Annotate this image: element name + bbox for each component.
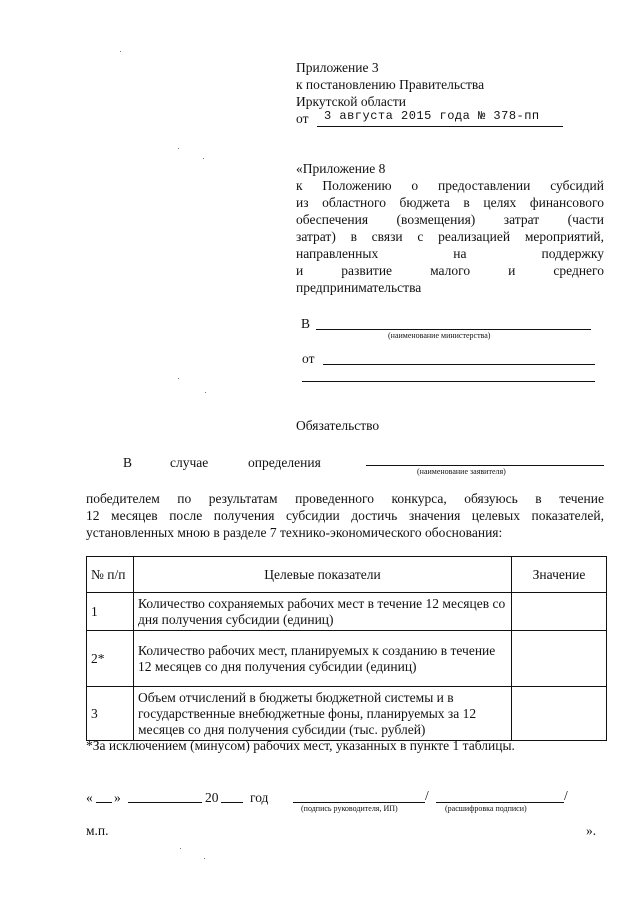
appendix8-line-1: к Положению о предоставлении субсидий <box>296 178 604 193</box>
intro-word-2: случае <box>170 455 209 470</box>
footnote: *За исключением (минусом) рабочих мест, указанных в пункте 1 таблицы. <box>86 738 515 753</box>
body-line-3: установленных мною в разделе 7 технико-экономического обоснования: <box>86 525 503 540</box>
appendix-number: Приложение 3 <box>296 60 379 75</box>
to-label: В <box>301 316 311 331</box>
from-label: от <box>302 351 315 366</box>
appendix-resolution: к постановлению Правительства <box>296 77 485 92</box>
close-quote: » <box>114 790 121 805</box>
scan-speck <box>178 148 179 149</box>
scan-speck <box>178 378 179 379</box>
closing-quote: ». <box>586 823 597 838</box>
scan-speck <box>204 858 205 859</box>
row-num: 1 <box>87 593 134 631</box>
open-quote: « <box>86 790 93 805</box>
body-line-2: 12 месяцев после получения субсидии достичь значения целевых показателей, <box>86 508 604 523</box>
appendix8-line-5: направленных на поддержку <box>296 246 604 261</box>
table-row <box>87 593 607 631</box>
table-row <box>87 631 607 687</box>
scan-speck <box>203 158 204 159</box>
row-num: 2* <box>87 631 134 687</box>
intro-word-3: определения <box>248 455 321 470</box>
appendix8-line-4: затрат) в связи с реализацией мероприятий, <box>296 229 604 244</box>
ministry-hint: (наименование министерства) <box>388 331 491 340</box>
head-signature-hint: (подпись руководителя, ИП) <box>301 804 398 813</box>
header-num: № п/п <box>87 557 134 593</box>
appendix-from-label: от <box>296 111 309 126</box>
row-value-cell[interactable] <box>512 687 607 741</box>
row-indicator: Количество рабочих мест, планируемых к созданию в течение 12 месяцев со дня получения субсидии (единиц) <box>134 631 512 687</box>
month-field-line[interactable] <box>128 802 202 803</box>
slash-1: / <box>425 788 429 803</box>
year-field-line[interactable] <box>221 802 243 803</box>
appendix-region: Иркутской области <box>296 94 407 109</box>
appendix8-title: «Приложение 8 <box>296 161 386 176</box>
appendix8-line-3: обеспечения (возмещения) затрат (части <box>296 212 604 227</box>
obligation-title: Обязательство <box>296 418 380 433</box>
row-num: 3 <box>87 687 134 741</box>
row-indicator: Количество сохраняемых рабочих мест в течение 12 месяцев со дня получения субсидии (единиц) <box>134 593 512 631</box>
appendix8-line-6: и развитие малого и среднего <box>296 263 604 278</box>
applicant-field-line[interactable] <box>366 465 604 466</box>
from-field-line-1[interactable] <box>323 364 595 365</box>
header-value: Значение <box>512 557 607 593</box>
stamp-label: м.п. <box>86 823 109 838</box>
table-row <box>87 687 607 741</box>
body-line-1: победителем по результатам проведенного конкурса, обязуюсь в течение <box>86 491 604 506</box>
head-signature-line[interactable] <box>293 802 425 803</box>
row-value-cell[interactable] <box>512 593 607 631</box>
applicant-hint: (наименование заявителя) <box>417 467 506 476</box>
decode-signature-hint: (расшифровка подписи) <box>445 804 527 813</box>
appendix8-line-7: предпринимательства <box>296 280 422 295</box>
date-underline <box>317 126 563 127</box>
decode-signature-line[interactable] <box>436 802 564 803</box>
appendix8-line-2: из областного бюджета в целях финансового <box>296 195 604 210</box>
scan-speck <box>205 392 206 393</box>
header-indicator: Целевые показатели <box>134 557 512 593</box>
row-indicator: Объем отчислений в бюджеты бюджетной системы и в государственные внебюджетные фоны, планируемых за 12 месяцев со дня получения субсидии (тыс. рублей) <box>134 687 512 741</box>
slash-2: / <box>564 788 568 803</box>
target-indicators-table <box>86 556 607 741</box>
row-value-cell[interactable] <box>512 631 607 687</box>
table-header-row <box>87 557 607 593</box>
ministry-field-line[interactable] <box>316 329 591 330</box>
day-field-line[interactable] <box>96 802 112 803</box>
year-prefix: 20 <box>205 790 219 805</box>
year-label: год <box>250 790 269 805</box>
intro-word-1: В <box>123 455 133 470</box>
scan-speck <box>180 848 181 849</box>
scan-speck <box>120 51 121 52</box>
from-field-line-2[interactable] <box>302 381 595 382</box>
appendix-date: 3 августа 2015 года № 378-пп <box>324 109 540 123</box>
